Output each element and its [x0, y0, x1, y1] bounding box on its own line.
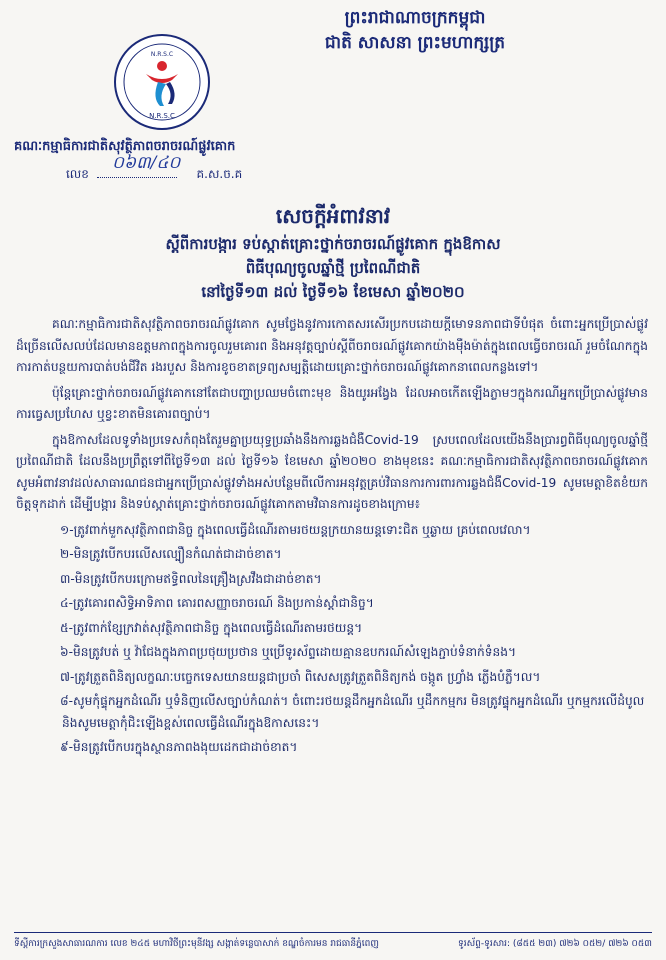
paragraph: ក្នុងឱកាសដែលទូទាំងប្រទេសកំពុងតែរួមគ្នាប្រយុទ្ធប្រឆាំងនឹងការឆ្លងជំងឺCovid-19 ស្របពេលដែលយើងនឹងប្រារព្ធពិធីបុណ្យចូលឆ្នាំថ្មី ប្រពៃណីជាតិ ដែលនឹងប្រព្រឹត្តទៅពីថ្ងៃទី១៣ ដល់ ថ្ងៃទី១៦ ខែមេសា ឆ្នាំ២០២០ ខាងមុខនេះ គណៈកម្មាធិការជាតិសុវត្ថិភាពចរាចរណ៍ផ្លូវគោក សូមអំពាវនាវដល់សាធារណជនជាអ្នកប្រើប្រាស់ផ្លូវទាំងអស់បន្ថែមពីលើការអនុវត្តគ្រប់វិធានការការពារការឆ្លងជំងឺCovid-19 សូមមេត្តាខិតខំយកចិត្តទុកដាក់ ដើម្បីបង្ការ និងទប់ស្កាត់គ្រោះថ្នាក់ចរាចរណ៍ផ្លូវគោកតាមវិធានការដូចខាងក្រោម៖ — [16, 432, 648, 511]
footer-phone: ទូរស័ព្ទ-ទូរសារ: (៨៥៥ ២៣) ៧២៦ ០៥២/ ៧២៦ ០៥៣ — [458, 939, 652, 949]
svg-text:N.R.S.C: N.R.S.C — [150, 51, 174, 58]
reference-series: គ.ស.ច.គ — [196, 167, 243, 181]
footer-address: ទីស្តីការក្រសួងសាធារណការ លេខ ២៤៥ មហាវិថីព្រះមុនីវង្ស សង្កាត់ទន្លេបាសាក់ ខណ្ឌចំការមន រាជធានីភ្នំពេញ — [14, 939, 379, 949]
measures-list — [16, 520, 648, 759]
committee-logo — [112, 32, 212, 132]
nrsc-seal-icon — [112, 32, 212, 132]
reference-number: ០៦៣/៤០ — [112, 153, 181, 173]
announcement-body — [16, 314, 648, 762]
kingdom-title: ព្រះរាជាណាចក្រកម្ពុជា — [344, 8, 486, 28]
paragraph: ប៉ុន្តែគ្រោះថ្នាក់ចរាចរណ៍ផ្លូវគោកនៅតែជាបញ្ហាប្រឈមចំពោះមុខ និងយូរអង្វែង ដែលអាចកើតឡើងភ្លាមៗក្នុងករណីអ្នកប្រើប្រាស់ផ្លូវមានការធ្វេសប្រហែស ឬខ្វះខាតមិនគោរពច្បាប់។ — [16, 385, 648, 421]
title-dates: នៅថ្ងៃទី១៣ ដល់ ថ្ងៃទី១៦ ខែមេសា ឆ្នាំ២០២០ — [201, 283, 465, 301]
reference-label: លេខ — [66, 167, 89, 181]
title-heading: សេចក្តីអំពាវនាវ — [275, 204, 391, 228]
list-item: ២-មិនត្រូវបើកបរលើសល្បឿនកំណត់ជាដាច់ខាត។ — [60, 547, 282, 561]
list-item: ១-ត្រូវពាក់មួកសុវត្ថិភាពជានិច្ច ក្នុងពេលធ្វើដំណើរតាមរថយន្តក្រយានយន្តទោះជិត ឬឆ្ងាយ គ្រប់ពេលវេលា។ — [60, 522, 531, 537]
title-subject: ស្តីពីការបង្ការ ទប់ស្កាត់គ្រោះថ្នាក់ចរាចរណ៍ផ្លូវគោក ក្នុងឱកាស — [165, 235, 501, 253]
kingdom-header — [250, 6, 580, 56]
announcement-title — [60, 200, 606, 304]
title-occasion: ពិធីបុណ្យចូលឆ្នាំថ្មី ប្រពៃណីជាតិ — [245, 259, 421, 277]
reference-dotted-line — [97, 177, 177, 178]
list-item: ៨-សូមកុំផ្ទុកអ្នកដំណើរ ឬទំនិញលើសច្បាប់កំណត់។ ចំពោះរថយន្តដឹកអ្នកដំណើរ ឬដឹកកម្មករ មិនត្រូវផ្ទុកអ្នកដំណើរ ឬកម្មករលើដំបូល និងសូមមេត្តាកុំជិះឡើងខ្ពស់ពេលធ្វើដំណើរក្នុងឱកាសនេះ។ — [60, 694, 645, 730]
footer-divider — [14, 932, 652, 933]
list-item: ៥-ត្រូវពាក់ខ្សែក្រវាត់សុវត្ថិភាពជានិច្ច ក្នុងពេលធ្វើដំណើរតាមរថយន្ត។ — [60, 620, 363, 635]
paragraph: គណៈកម្មាធិការជាតិសុវត្ថិភាពចរាចរណ៍ផ្លូវគោក សូមថ្លែងនូវការកោតសរសើរប្រកបដោយក្តីមោទនភាពជាទីបំផុត ចំពោះអ្នកប្រើប្រាស់ផ្លូវដ៏ច្រើនលើសលប់ដែលមានឧត្តមភាពក្នុងការចូលរួមគោរព និងអនុវត្តច្បាប់ស្តីពីចរាចរណ៍ផ្លូវគោកយ៉ាងម៉ឺងម៉ាត់ក្នុងពេលធ្វើចរាចរណ៍ រួមចំណែកក្នុងការកាត់បន្ថយការបាត់បង់ជីវិត រងរបួស និងការខូចខាតទ្រព្យសម្បត្តិដោយគ្រោះថ្នាក់ចរាចរណ៍ផ្លូវគោកនាពេលកន្លងទៅ។ — [16, 317, 648, 374]
committee-name: គណៈកម្មាធិការជាតិសុវត្ថិភាពចរាចរណ៍ផ្លូវគោក — [14, 139, 236, 154]
list-item: ៦-មិនត្រូវបត់ ឬ វ៉ាជែងក្នុងភាពប្រថុយប្រថាន ឬប្រើទូរស័ព្ទដោយគ្មានឧបករណ៍សំឡេងភ្ជាប់ទំនាក់ទំនង។ — [60, 645, 517, 659]
list-item: ៣-មិនត្រូវបើកបរក្រោមឥទ្ធិពលនៃគ្រឿងស្រវឹងជាដាច់ខាត។ — [60, 571, 322, 586]
svg-text:N.R.S.C: N.R.S.C — [149, 112, 175, 120]
list-item: ៧-ត្រូវត្រួតពិនិត្យលក្ខណៈបច្ចេកទេសយានយន្តជាប្រចាំ ពិសេសត្រូវត្រួតពិនិត្យកង់ ចង្កូត ហ្វ្រាំង ភ្លើងបំភ្លឺ។ល។ — [60, 669, 541, 684]
kingdom-motto: ជាតិ សាសនា ព្រះមហាក្សត្រ — [324, 33, 506, 53]
reference-line — [66, 153, 243, 184]
list-item: ៩-មិនត្រូវបើកបរក្នុងស្ថានភាពងងុយដេកជាដាច់ខាត។ — [60, 740, 298, 754]
list-item: ៤-ត្រូវគោរពសិទ្ធិអាទិភាព គោរពសញ្ញាចរាចរណ៍ និងប្រកាន់ស្តាំជានិច្ច។ — [60, 596, 374, 610]
